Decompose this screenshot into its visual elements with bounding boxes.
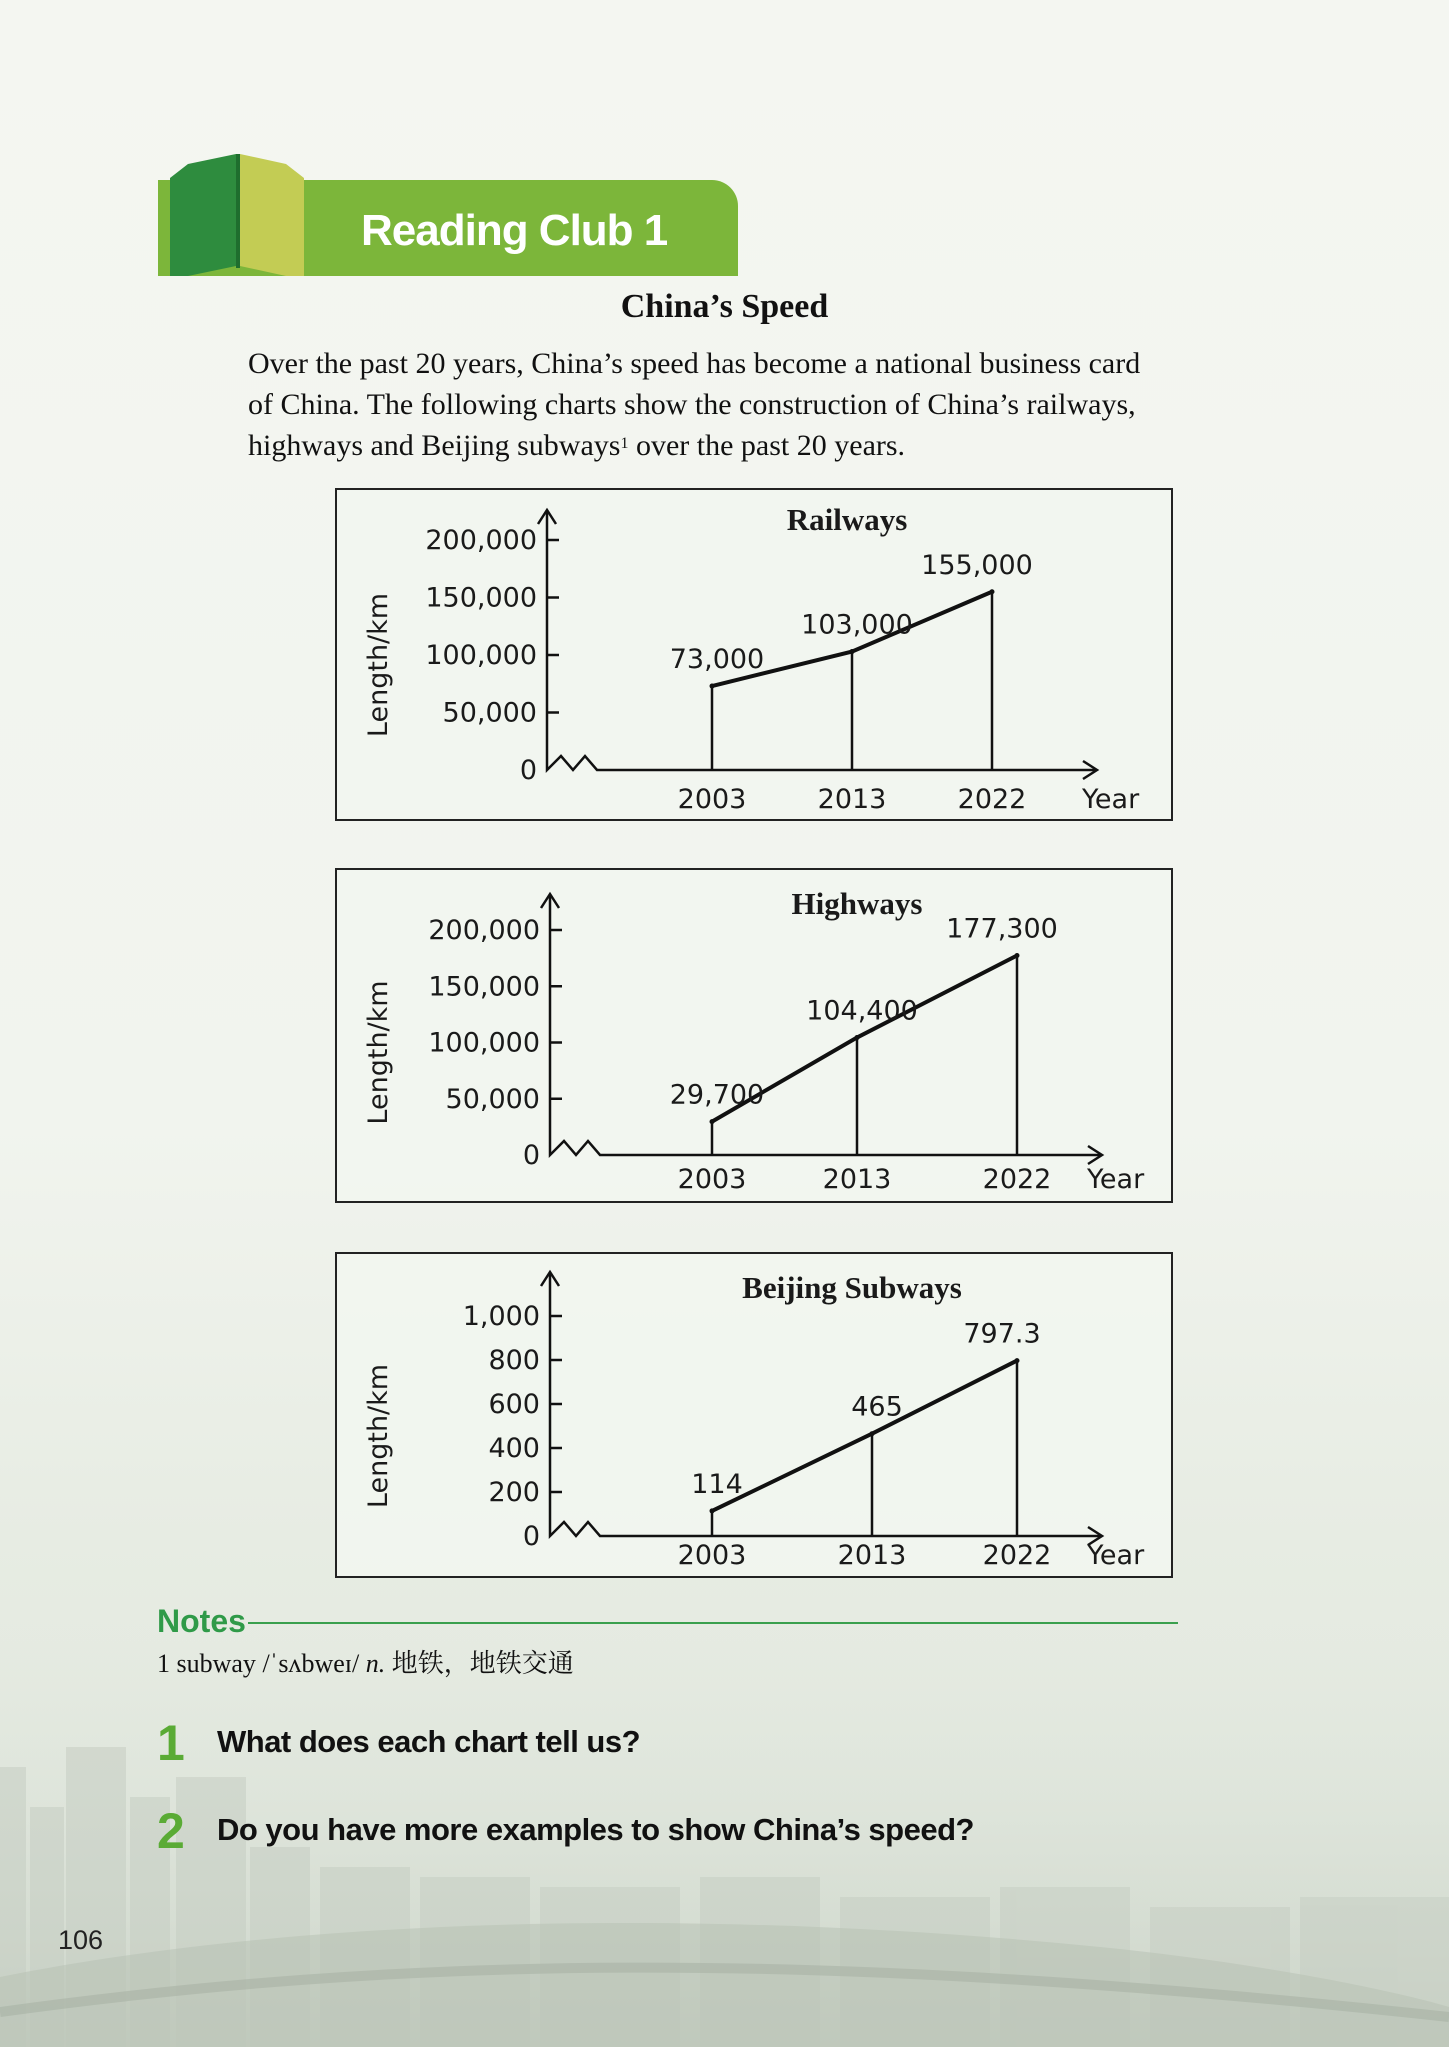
y-tick-label: 200 xyxy=(488,1477,540,1508)
data-label: 465 xyxy=(851,1391,903,1423)
x-tick-label: 2003 xyxy=(677,784,747,815)
y-tick-label: 150,000 xyxy=(425,582,537,614)
y-tick-label: 0 xyxy=(522,1140,540,1171)
data-point xyxy=(855,1035,860,1040)
y-tick-label: 150,000 xyxy=(428,971,540,1003)
y-tick-label: 100,000 xyxy=(428,1027,540,1059)
chart-title: Beijing Subways xyxy=(742,1270,962,1305)
y-axis-label: Length/km xyxy=(363,1363,394,1509)
section-banner xyxy=(158,180,738,276)
beijing-subways-chart xyxy=(335,1252,1173,1578)
note-number: 1 xyxy=(157,1649,170,1678)
note-item xyxy=(157,1643,574,1680)
page-number: 106 xyxy=(58,1925,104,1955)
notes-divider xyxy=(248,1622,1178,1624)
x-axis-label: Year xyxy=(1087,1540,1145,1571)
open-book-icon xyxy=(158,154,318,276)
x-tick-label: 2003 xyxy=(677,1164,747,1195)
data-point xyxy=(850,649,855,654)
intro-line-text: over the past 20 years. xyxy=(635,429,906,462)
note-meaning: 地铁，地铁交通 xyxy=(391,1649,574,1678)
intro-line: of China. The following charts show the construction of China’s railways, xyxy=(248,388,1136,421)
data-point xyxy=(710,684,715,689)
intro-line xyxy=(248,425,1308,466)
x-tick-label: 2022 xyxy=(982,1540,1052,1571)
data-label: 797.3 xyxy=(963,1318,1041,1350)
data-label: 114 xyxy=(691,1468,743,1500)
y-axis-label: Length/km xyxy=(363,980,394,1125)
x-axis-label: Year xyxy=(1087,1164,1145,1195)
note-word: subway xyxy=(176,1649,256,1678)
y-tick-label: 1,000 xyxy=(462,1301,540,1332)
y-axis-label: Length/km xyxy=(363,592,394,738)
chart-title: Highways xyxy=(791,886,923,921)
beijing-subways-chart-svg xyxy=(337,1254,1171,1576)
y-tick-label: 800 xyxy=(488,1345,540,1376)
data-point xyxy=(710,1119,715,1124)
y-tick-label: 100,000 xyxy=(425,640,537,671)
x-axis-line xyxy=(547,748,1097,770)
data-label: 103,000 xyxy=(801,609,913,641)
y-tick-label: 50,000 xyxy=(442,697,537,729)
data-label: 73,000 xyxy=(669,644,765,676)
data-point xyxy=(710,1508,715,1513)
y-tick-label: 600 xyxy=(488,1389,540,1420)
highways-chart xyxy=(335,868,1173,1203)
data-label: 29,700 xyxy=(669,1079,765,1111)
question-number: 1 xyxy=(157,1715,185,1771)
x-axis-label: Year xyxy=(1082,784,1140,815)
x-tick-label: 2013 xyxy=(822,1164,892,1195)
question-text: What does each chart tell us? xyxy=(217,1724,641,1759)
question-number: 2 xyxy=(157,1803,185,1859)
question-text: Do you have more examples to show China’s speed? xyxy=(217,1812,974,1847)
intro-paragraph xyxy=(248,343,1308,466)
railways-chart xyxy=(335,488,1173,821)
intro-line-text: highways and Beijing subways xyxy=(248,429,621,462)
data-label: 104,400 xyxy=(806,995,918,1027)
x-axis-line xyxy=(550,1514,1102,1536)
data-point xyxy=(1015,953,1020,958)
railways-chart-svg xyxy=(337,490,1171,819)
y-tick-label: 0 xyxy=(519,755,537,786)
highways-chart-svg xyxy=(337,870,1171,1201)
notes-heading: Notes xyxy=(157,1603,246,1639)
x-tick-label: 2022 xyxy=(957,784,1027,815)
banner-title: Reading Club 1 xyxy=(361,206,668,255)
data-label: 155,000 xyxy=(921,549,1033,581)
x-tick-label: 2013 xyxy=(817,784,887,815)
x-tick-label: 2003 xyxy=(677,1540,747,1571)
data-point xyxy=(1015,1358,1020,1363)
data-point xyxy=(990,589,995,594)
data-point xyxy=(870,1431,875,1436)
x-tick-label: 2022 xyxy=(982,1164,1052,1195)
y-tick-label: 200,000 xyxy=(428,915,540,946)
x-tick-label: 2013 xyxy=(837,1540,907,1571)
y-tick-label: 0 xyxy=(522,1521,540,1552)
data-series-line xyxy=(712,1361,1017,1511)
note-pronunciation: /ˈsʌbweɪ/ xyxy=(262,1649,360,1678)
data-label: 177,300 xyxy=(946,913,1058,945)
y-tick-label: 400 xyxy=(488,1433,540,1464)
note-part-of-speech: n. xyxy=(365,1649,386,1678)
intro-line: Over the past 20 years, China’s speed has become a national business card xyxy=(248,347,1141,380)
chart-title: Railways xyxy=(786,502,908,537)
x-axis-line xyxy=(550,1133,1102,1155)
article-title: China’s Speed xyxy=(620,288,829,325)
y-tick-label: 50,000 xyxy=(445,1083,540,1115)
footnote-marker: 1 xyxy=(620,435,629,452)
y-tick-label: 200,000 xyxy=(425,525,537,556)
